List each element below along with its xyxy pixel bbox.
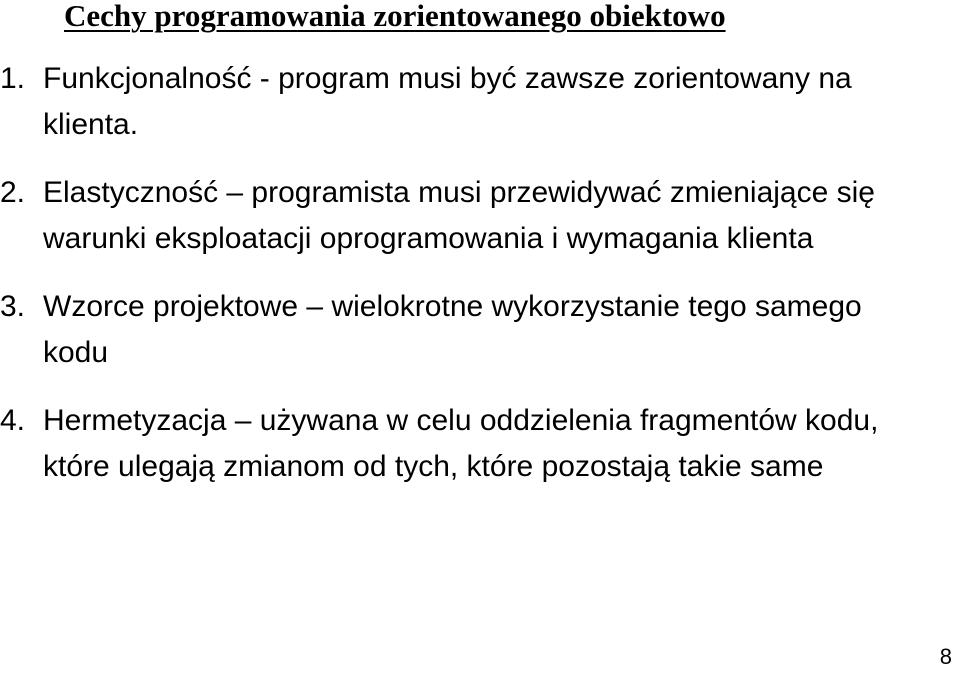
list-item (0, 398, 930, 490)
item-number: 4. (0, 404, 26, 437)
feature-list (0, 56, 930, 490)
item-number: 3. (0, 290, 26, 323)
item-text: Funkcjonalność - program musi być zawsze zorientowany na klienta. (43, 62, 852, 141)
item-text: Wzorce projektowe – wielokrotne wykorzystanie tego samego kodu (43, 290, 862, 369)
slide-title: Cechy programowania zorientowanego obiektowo (64, 0, 726, 33)
list-item (0, 170, 930, 262)
item-number: 1. (0, 62, 26, 95)
list-item (0, 284, 930, 376)
item-number: 2. (0, 176, 26, 209)
item-text: Elastyczność – programista musi przewidywać zmieniające się warunki eksploatacji oprogramowania i wymagania klienta (43, 176, 875, 255)
item-text: Hermetyzacja – używana w celu oddzielenia fragmentów kodu, które ulegają zmianom od tych, które pozostają takie same (43, 404, 879, 483)
list-item (0, 56, 930, 148)
page-number: 8 (939, 644, 952, 669)
